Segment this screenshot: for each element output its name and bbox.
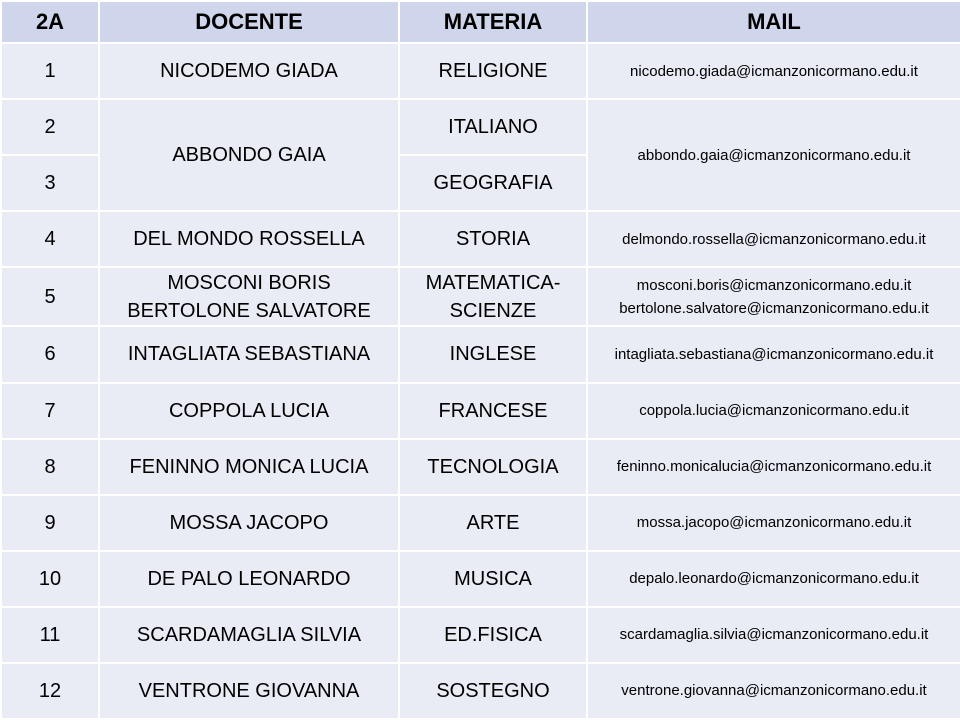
materia-cell bbox=[399, 383, 587, 439]
mail-address: bertolone.salvatore@icmanzonicormano.edu.it bbox=[619, 299, 929, 317]
mail-cell bbox=[587, 326, 960, 382]
table-row bbox=[1, 326, 960, 382]
row-number: 1 bbox=[1, 43, 99, 99]
materia-cell bbox=[399, 99, 587, 155]
table-row bbox=[1, 607, 960, 663]
docente-cell bbox=[99, 551, 399, 607]
mail-address: nicodemo.giada@icmanzonicormano.edu.it bbox=[630, 62, 918, 80]
docente-cell bbox=[99, 99, 399, 211]
table-row bbox=[1, 267, 960, 326]
materia-name: FRANCESE bbox=[438, 399, 548, 422]
mail-address: depalo.leonardo@icmanzonicormano.edu.it bbox=[629, 570, 919, 588]
materia-name: TECNOLOGIA bbox=[427, 455, 559, 478]
row-number: 8 bbox=[1, 439, 99, 495]
docente-cell bbox=[99, 663, 399, 719]
docente-name: NICODEMO GIADA bbox=[160, 60, 338, 83]
materia-cell bbox=[399, 267, 587, 326]
docente-name: ABBONDO GAIA bbox=[172, 144, 326, 167]
row-number: 5 bbox=[1, 267, 99, 326]
docente-cell bbox=[99, 326, 399, 382]
table-row bbox=[1, 383, 960, 439]
docente-cell bbox=[99, 43, 399, 99]
table-row bbox=[1, 211, 960, 267]
mail-cell bbox=[587, 607, 960, 663]
mail-address: abbondo.gaia@icmanzonicormano.edu.it bbox=[637, 146, 911, 164]
mail-address: ventrone.giovanna@icmanzonicormano.edu.it bbox=[621, 682, 927, 700]
materia-cell bbox=[399, 326, 587, 382]
materia-name: RELIGIONE bbox=[438, 60, 548, 83]
materia-name: SOSTEGNO bbox=[436, 679, 550, 702]
docente-name: MOSSA JACOPO bbox=[169, 511, 329, 534]
docente-cell bbox=[99, 607, 399, 663]
materia-name: ARTE bbox=[466, 511, 520, 534]
mail-cell bbox=[587, 551, 960, 607]
table-row bbox=[1, 663, 960, 719]
docente-name: FENINNO MONICA LUCIA bbox=[129, 455, 369, 478]
mail-address: scardamaglia.silvia@icmanzonicormano.edu.it bbox=[619, 626, 929, 644]
table-row bbox=[1, 495, 960, 551]
docente-name: INTAGLIATA SEBASTIANA bbox=[127, 343, 371, 366]
row-number: 11 bbox=[1, 607, 99, 663]
docente-name: VENTRONE GIOVANNA bbox=[138, 679, 360, 702]
docente-cell bbox=[99, 211, 399, 267]
mail-cell bbox=[587, 439, 960, 495]
docente-name: DE PALO LEONARDO bbox=[147, 567, 351, 590]
mail-address: feninno.monicalucia@icmanzonicormano.edu.it bbox=[616, 458, 932, 476]
header-row bbox=[1, 1, 960, 43]
mail-cell bbox=[587, 267, 960, 326]
header-mail: MAIL bbox=[587, 1, 960, 43]
table-row bbox=[1, 439, 960, 495]
row-number: 10 bbox=[1, 551, 99, 607]
docente-cell bbox=[99, 383, 399, 439]
materia-cell bbox=[399, 155, 587, 211]
row-number: 4 bbox=[1, 211, 99, 267]
table-row bbox=[1, 43, 960, 99]
mail-cell bbox=[587, 211, 960, 267]
mail-address: delmondo.rossella@icmanzonicormano.edu.it bbox=[622, 230, 926, 248]
docente-cell bbox=[99, 439, 399, 495]
mail-address: mosconi.boris@icmanzonicormano.edu.it bbox=[636, 276, 912, 294]
mail-address: coppola.lucia@icmanzonicormano.edu.it bbox=[639, 402, 909, 420]
docente-name: BERTOLONE SALVATORE bbox=[127, 299, 371, 322]
row-number: 12 bbox=[1, 663, 99, 719]
mail-cell bbox=[587, 99, 960, 211]
materia-name: MUSICA bbox=[454, 567, 532, 590]
header-class: 2A bbox=[1, 1, 99, 43]
materia-cell bbox=[399, 495, 587, 551]
table-row bbox=[1, 551, 960, 607]
docente-name: COPPOLA LUCIA bbox=[168, 399, 330, 422]
docente-name: DEL MONDO ROSSELLA bbox=[133, 228, 365, 251]
materia-name: ED.FISICA bbox=[444, 623, 542, 646]
materia-cell bbox=[399, 663, 587, 719]
materia-cell bbox=[399, 439, 587, 495]
materia-name: GEOGRAFIA bbox=[433, 172, 553, 195]
materia-name: SCIENZE bbox=[449, 299, 537, 322]
mail-cell bbox=[587, 495, 960, 551]
materia-cell bbox=[399, 551, 587, 607]
mail-address: mossa.jacopo@icmanzonicormano.edu.it bbox=[636, 514, 912, 532]
mail-address: intagliata.sebastiana@icmanzonicormano.edu.it bbox=[614, 345, 934, 363]
docente-name: MOSCONI BORIS bbox=[167, 271, 331, 294]
header-materia: MATERIA bbox=[399, 1, 587, 43]
mail-cell bbox=[587, 43, 960, 99]
materia-cell bbox=[399, 43, 587, 99]
row-number: 6 bbox=[1, 326, 99, 382]
materia-name: MATEMATICA- bbox=[425, 271, 561, 294]
row-number: 2 bbox=[1, 99, 99, 155]
docente-cell bbox=[99, 267, 399, 326]
header-docente: DOCENTE bbox=[99, 1, 399, 43]
table-row bbox=[1, 99, 960, 155]
docente-cell bbox=[99, 495, 399, 551]
row-number: 9 bbox=[1, 495, 99, 551]
materia-name: INGLESE bbox=[449, 343, 537, 366]
row-number: 7 bbox=[1, 383, 99, 439]
row-number: 3 bbox=[1, 155, 99, 211]
mail-cell bbox=[587, 663, 960, 719]
docente-name: SCARDAMAGLIA SILVIA bbox=[136, 623, 362, 646]
materia-name: STORIA bbox=[455, 228, 531, 251]
mail-cell bbox=[587, 383, 960, 439]
materia-cell bbox=[399, 607, 587, 663]
materia-cell bbox=[399, 211, 587, 267]
materia-name: ITALIANO bbox=[448, 116, 538, 139]
